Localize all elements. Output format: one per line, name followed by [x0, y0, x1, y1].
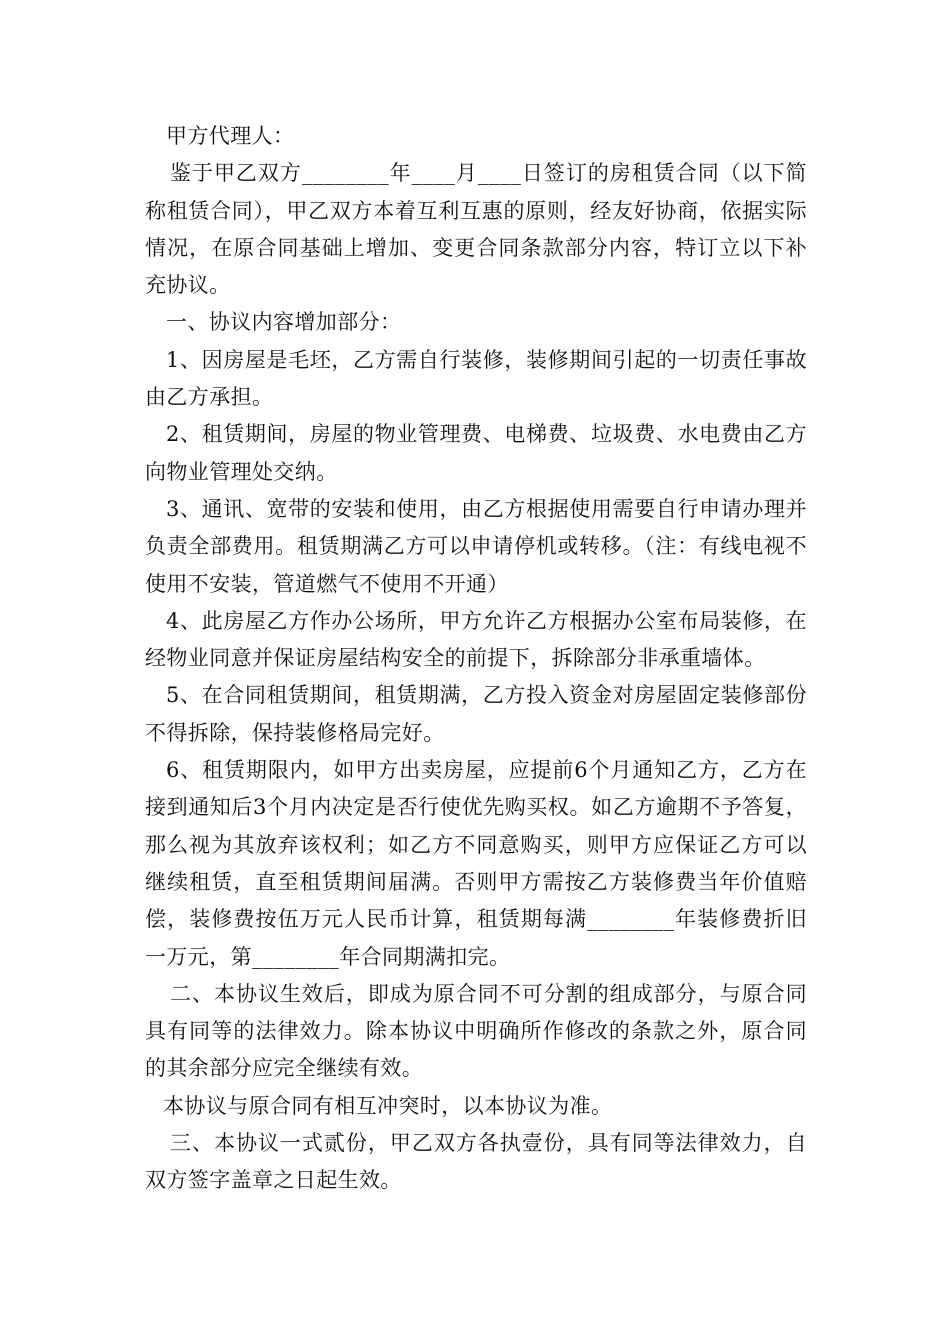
clause-2: 2、租赁期间，房屋的物业管理费、电梯费、垃圾费、水电费由乙方向物业管理处交纳。: [145, 422, 807, 484]
precedence-paragraph: 本协议与原合同有相互冲突时，以本协议为准。: [163, 1093, 613, 1118]
agent-line: 甲方代理人：: [166, 124, 295, 148]
section-one-heading: 一、协议内容增加部分：: [166, 310, 402, 335]
section-three-paragraph: 三、本协议一式贰份，甲乙双方各执壹份，具有同等法律效力，自双方签字盖章之日起生效。: [145, 1131, 807, 1193]
clause-6: 6、租赁期限内，如甲方出卖房屋，应提前6个月通知乙方，乙方在接到通知后3个月内决定是否行使优先购买权。如乙方逾期不予答复，那么视为其放弃该权利；如乙方不同意购买，则甲方应保证乙方可以继续租赁，直至租赁期间届满。否则甲方需按乙方装修费当年价值赔偿，装修费按伍万元人民币计算，租赁期每满________年装修费折旧一万元，第________年合同期满扣完。: [145, 758, 807, 969]
clause-3: 3、通讯、宽带的安装和使用，由乙方根据使用需要自行申请办理并负责全部费用。租赁期满乙方可以申请停机或转移。（注：有线电视不使用不安装，管道燃气不使用不开通）: [145, 496, 807, 596]
clause-5: 5、在合同租赁期间，租赁期满，乙方投入资金对房屋固定装修部份不得拆除，保持装修格局完好。: [145, 683, 807, 745]
clause-1: 1、因房屋是毛坯，乙方需自行装修，装修期间引起的一切责任事故由乙方承担。: [145, 347, 807, 410]
clause-4: 4、此房屋乙方作办公场所，甲方允许乙方根据办公室布局装修，在经物业同意并保证房屋结构安全的前提下，拆除部分非承重墙体。: [145, 608, 807, 671]
document-page: [145, 118, 807, 1200]
section-two-paragraph: 二、本协议生效后，即成为原合同不可分割的组成部分，与原合同具有同等的法律效力。除本协议中明确所作修改的条款之外，原合同的其余部分应完全继续有效。: [145, 981, 807, 1081]
preamble-paragraph: 鉴于甲乙双方________年____月____日签订的房租赁合同（以下简称租赁合同），甲乙双方本着互利互惠的原则，经友好协商，依据实际情况，在原合同基础上增加、变更合同条款部分内容，特订立以下补充协议。: [145, 161, 807, 298]
